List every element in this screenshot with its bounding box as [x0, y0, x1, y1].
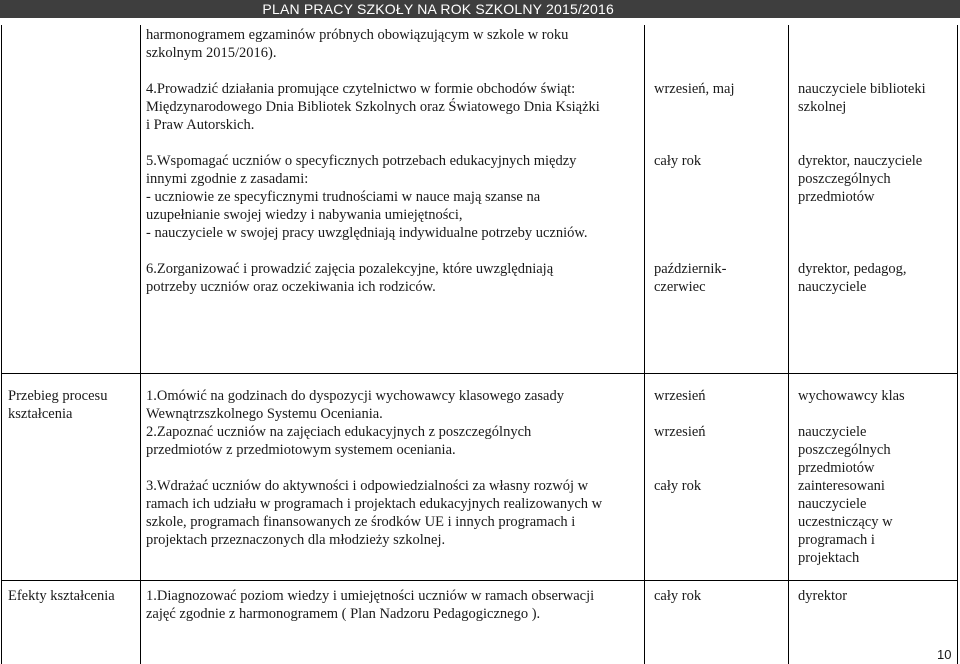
- item3-continuation-line1: harmonogramem egzaminów próbnych obowiązującym w szkole w roku: [146, 27, 569, 43]
- przebieg-label-line1: Przebieg procesu: [8, 388, 108, 404]
- przebieg-label: [8, 387, 107, 423]
- item5-line2: innymi zgodnie z zasadami:: [146, 171, 309, 187]
- column-divider-1: [140, 25, 141, 664]
- przebieg-item1-line2: Wewnątrzszkolnego Systemu Oceniania.: [146, 406, 383, 422]
- page-number: 10: [937, 647, 952, 662]
- table-left-border: [1, 25, 2, 664]
- przebieg-terms: [654, 387, 706, 495]
- przebieg-responsible-line9: projektach: [798, 550, 860, 566]
- item6-line1: 6.Zorganizować i prowadzić zajęcia pozalekcyjne, które uwzględniają: [146, 261, 554, 277]
- item5-responsible: [798, 152, 922, 206]
- przebieg-term-1: wrzesień: [654, 388, 706, 404]
- przebieg-responsible-line3: poszczególnych: [798, 442, 891, 458]
- row-divider-1: [1, 373, 958, 374]
- top-section-activities: [146, 26, 641, 296]
- przebieg-item2-line2: przedmiotów z przedmiotowym systemem oceniania.: [146, 442, 456, 458]
- column-divider-3: [788, 25, 789, 664]
- item6-term-line1: październik-: [654, 261, 727, 277]
- item6-responsible-line1: dyrektor, pedagog,: [798, 261, 907, 277]
- przebieg-responsible-line6: nauczyciele: [798, 496, 867, 512]
- przebieg-item3-line4: projektach przeznaczonych dla młodzieży szkolnej.: [146, 532, 446, 548]
- przebieg-responsible-line5: zainteresowani: [798, 478, 885, 494]
- przebieg-item2-line1: 2.Zapoznać uczniów na zajęciach edukacyjnych z poszczególnych: [146, 424, 532, 440]
- item6-responsible: [798, 260, 907, 296]
- przebieg-label-line2: kształcenia: [8, 406, 73, 422]
- document-header-title: PLAN PRACY SZKOŁY NA ROK SZKOLNY 2015/2016: [262, 1, 614, 17]
- item5-line4: uzupełnianie swojej wiedzy i nabywania umiejętności,: [146, 207, 463, 223]
- przebieg-term-2: wrzesień: [654, 424, 706, 440]
- przebieg-responsible: [798, 387, 905, 567]
- column-divider-2: [644, 25, 645, 664]
- efekty-item1-line1: 1.Diagnozować poziom wiedzy i umiejętności uczniów w ramach obserwacji: [146, 588, 595, 604]
- row-divider-2: [1, 580, 958, 581]
- efekty-label: Efekty kształcenia: [8, 588, 115, 604]
- item4-term: wrzesień, maj: [654, 81, 735, 97]
- przebieg-responsible-line4: przedmiotów: [798, 460, 875, 476]
- efekty-responsible: dyrektor: [798, 588, 848, 604]
- item4-line2: Międzynarodowego Dnia Bibliotek Szkolnych oraz Światowego Dnia Książki: [146, 99, 600, 115]
- item4-responsible-line2: szkolnej: [798, 99, 847, 115]
- item6-term: [654, 260, 726, 296]
- przebieg-responsible-line8: programach i: [798, 532, 875, 548]
- item4-responsible: [798, 80, 926, 116]
- item4-responsible-line1: nauczyciele biblioteki: [798, 81, 926, 97]
- przebieg-activities: [146, 387, 641, 549]
- efekty-activities: [146, 587, 641, 623]
- przebieg-item3-line2: ramach ich udziału w programach i projektach edukacyjnych realizowanych w: [146, 496, 603, 512]
- item6-responsible-line2: nauczyciele: [798, 279, 867, 295]
- item5-line3: - uczniowie ze specyficznymi trudnościami w nauce mają szanse na: [146, 189, 541, 205]
- przebieg-item3-line3: szkole, programach finansowanych ze środków UE i innych programach i: [146, 514, 576, 530]
- item6-line2: potrzeby uczniów oraz oczekiwania ich rodziców.: [146, 279, 436, 295]
- item5-line5: - nauczyciele w swojej pracy uwzględniają indywidualne potrzeby uczniów.: [146, 225, 588, 241]
- item4-line1: 4.Prowadzić działania promujące czytelnictwo w formie obchodów świąt:: [146, 81, 576, 97]
- przebieg-responsible-line1: wychowawcy klas: [798, 388, 905, 404]
- item5-line1: 5.Wspomagać uczniów o specyficznych potrzebach edukacyjnych między: [146, 153, 577, 169]
- item5-term: cały rok: [654, 153, 702, 169]
- przebieg-term-3: cały rok: [654, 478, 702, 494]
- przebieg-item3-line1: 3.Wdrażać uczniów do aktywności i odpowiedzialności za własny rozwój w: [146, 478, 589, 494]
- item5-responsible-line3: przedmiotów: [798, 189, 875, 205]
- table-right-border: [957, 25, 958, 664]
- przebieg-responsible-line2: nauczyciele: [798, 424, 867, 440]
- item3-continuation-line2: szkolnym 2015/2016).: [146, 45, 277, 61]
- przebieg-responsible-line7: uczestniczący w: [798, 514, 893, 530]
- efekty-term: cały rok: [654, 588, 702, 604]
- przebieg-item1-line1: 1.Omówić na godzinach do dyspozycji wychowawcy klasowego zasady: [146, 388, 564, 404]
- efekty-item1-line2: zajęć zgodnie z harmonogramem ( Plan Nadzoru Pedagogicznego ).: [146, 606, 541, 622]
- item6-term-line2: czerwiec: [654, 279, 706, 295]
- item5-responsible-line2: poszczególnych: [798, 171, 891, 187]
- item5-responsible-line1: dyrektor, nauczyciele: [798, 153, 923, 169]
- item4-line3: i Praw Autorskich.: [146, 117, 255, 133]
